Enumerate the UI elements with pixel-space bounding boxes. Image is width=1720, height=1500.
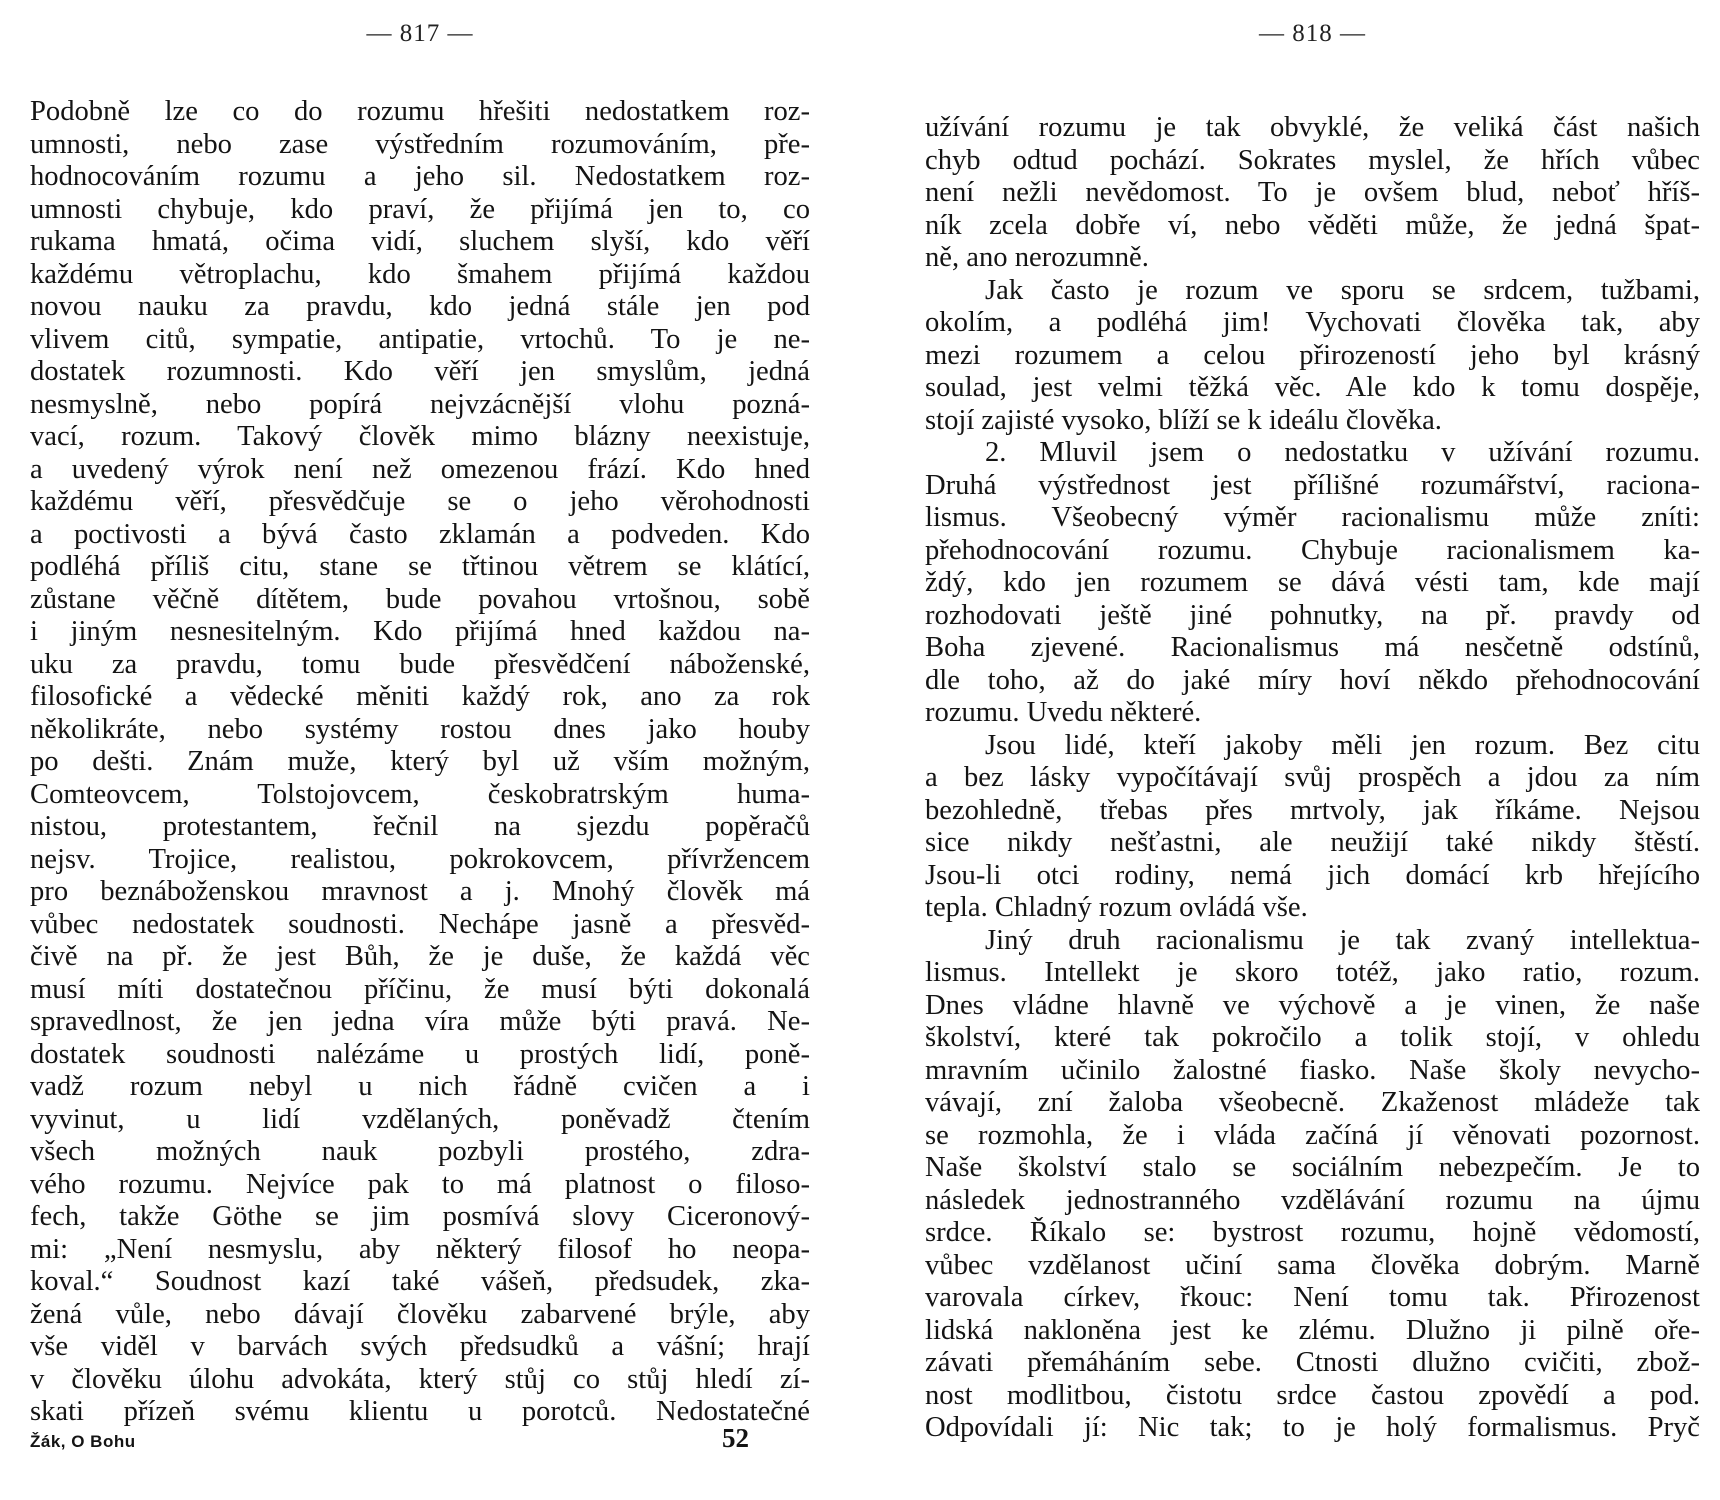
text-line: chyb odtud pochází. Sokrates myslel, že hřích vůbec	[925, 144, 1700, 176]
text-line: koval.“ Soudnost kazí také vášeň, předsudek, zka-	[30, 1266, 810, 1297]
text-line: Jsou-li otci rodiny, nemá jich domácí krb hřejícího	[925, 859, 1700, 891]
text-line: vyvinut, u lidí vzdělaných, poněvadž čtením	[30, 1103, 810, 1135]
text-line: dle toho, až do jaké míry hoví někdo přehodnocování	[925, 664, 1700, 696]
page-header-818: — 818 —	[1259, 20, 1366, 47]
text-line: fech, takže Göthe se jim posmívá slovy Ciceronový-	[30, 1201, 810, 1232]
text-line: dostatek rozumnosti. Kdo věří jen smyslům, jedná	[30, 356, 810, 387]
text-line: bezohledně, třebas přes mrtvoly, jak říkáme. Nejsou	[925, 794, 1700, 826]
text-line: soulad, jest velmi těžká věc. Ale kdo k tomu dospěje,	[925, 372, 1700, 403]
text-line: nost modlitbou, čistotu srdce častou zpovědí a pod.	[925, 1379, 1700, 1411]
footer-sheet-number: 52	[722, 1423, 749, 1453]
page-header-817: — 817 —	[366, 20, 474, 47]
text-line: skati přízeň svému klientu u porotců. Nedostatečné	[30, 1396, 810, 1427]
left-page	[30, 0, 810, 1500]
text-line: vací, rozum. Takový člověk mimo blázny neexistuje,	[30, 421, 810, 452]
right-page	[925, 0, 1700, 1500]
text-line: 2. Mluvil jsem o nedostatku v užívání rozumu.	[985, 437, 1700, 468]
text-line: novou nauku za pravdu, kdo jedná stále jen pod	[30, 291, 810, 322]
text-line: Druhá výstřednost jest přílišné rozumářství, raciona-	[925, 469, 1700, 501]
text-line: a uvedený výrok není než omezenou frází. Kdo hned	[30, 453, 810, 485]
text-line: nistou, protestantem, řečnil na sjezdu popěračů	[30, 811, 810, 842]
text-line: každému větroplachu, kdo šmahem přijímá každou	[30, 258, 810, 290]
text-line: rozumu. Uvedu některé.	[925, 697, 1202, 728]
text-line: Odpovídali jí: Nic tak; to je holý formalismus. Pryč	[925, 1412, 1700, 1443]
text-line: vůbec vzdělanost učiní sama člověka dobrým. Marně	[925, 1249, 1700, 1281]
text-line: Jiný druh racionalismu je tak zvaný intellektua-	[985, 924, 1700, 956]
text-line: ždý, kdo jen rozumem se dává vésti tam, kde mají	[925, 567, 1700, 598]
text-line: ník zcela dobře ví, nebo věděti může, že jedná špat-	[925, 209, 1700, 241]
text-line: několikráte, nebo systémy rostou dnes jako houby	[30, 713, 810, 745]
text-line: Jsou lidé, kteří jakoby měli jen rozum. Bez citu	[985, 729, 1700, 761]
text-line: vše viděl v barvách svých předsudků a vášní; hrají	[30, 1331, 810, 1362]
text-line: lismus. Intellekt je skoro totéž, jako ratio, rozum.	[925, 957, 1700, 988]
text-line: vého rozumu. Nejvíce pak to má platnost o filoso-	[30, 1168, 810, 1200]
text-line: není nežli nevědomost. To je ovšem blud, neboť hříš-	[925, 177, 1700, 208]
text-line: Podobně lze co do rozumu hřešiti nedostatkem roz-	[30, 96, 810, 127]
left-page-text	[30, 96, 810, 1429]
text-line: školství, které tak pokročilo a tolik stojí, v ohledu	[925, 1022, 1700, 1053]
text-line: tepla. Chladný rozum ovládá vše.	[925, 892, 1308, 923]
text-line: hodnocováním rozumu a jeho sil. Nedostatkem roz-	[30, 161, 810, 192]
text-line: okolím, a podléhá jim! Vychovati člověka tak, aby	[925, 307, 1700, 338]
text-line: nejsv. Trojice, realistou, pokrokovcem, přívržencem	[30, 843, 810, 875]
text-line: uku za pravdu, tomu bude přesvědčení náboženské,	[30, 648, 810, 680]
text-line: vůbec nedostatek soudnosti. Nechápe jasně a přesvěd-	[30, 908, 810, 940]
text-line: nesmyslně, nebo popírá nejvzácnější vlohu pozná-	[30, 388, 810, 420]
text-line: pro beznáboženskou mravnost a j. Mnohý člověk má	[30, 876, 810, 907]
text-line: umnosti, nebo zase výstředním rozumováním, pře-	[30, 128, 810, 160]
text-line: po dešti. Znám muže, který byl už vším možným,	[30, 746, 810, 777]
text-line: všech možných nauk pozbyli prostého, zdra-	[30, 1136, 810, 1167]
text-line: Jak často je rozum ve sporu se srdcem, tužbami,	[985, 274, 1700, 306]
text-line: umnosti chybuje, kdo praví, že přijímá jen to, co	[30, 193, 810, 225]
text-line: filosofické a vědecké měniti každý rok, ano za rok	[30, 681, 810, 712]
text-line: rozhodovati ještě jiné pohnutky, na př. pravdy od	[925, 599, 1700, 631]
text-line: užívání rozumu je tak obvyklé, že veliká část našich	[925, 112, 1700, 143]
text-line: srdce. Říkalo se: bystrost rozumu, hojně vědomostí,	[925, 1217, 1700, 1248]
text-line: stojí zajisté vysoko, blíží se k ideálu člověka.	[925, 404, 1442, 436]
text-line: ně, ano nerozumně.	[925, 242, 1149, 273]
text-line: zůstane věčně dítětem, bude povahou vrtošnou, sobě	[30, 583, 810, 615]
text-line: Naše školství stalo se sociálním nebezpečím. Je to	[925, 1152, 1700, 1183]
text-line: dostatek soudnosti nalézáme u prostých lidí, poně-	[30, 1038, 810, 1070]
text-line: varovala církev, řkouc: Není tomu tak. Přirozenost	[925, 1282, 1700, 1313]
text-line: i jiným nesnesitelným. Kdo přijímá hned každou na-	[30, 616, 810, 647]
text-line: přehodnocování rozumu. Chybuje racionalismem ka-	[925, 534, 1700, 566]
text-line: vávají, zní žaloba všeobecně. Zkaženost mládeže tak	[925, 1087, 1700, 1118]
text-line: následek jednostranného vzdělávání rozumu na újmu	[925, 1184, 1700, 1216]
text-line: každému věří, přesvědčuje se o jeho věrohodnosti	[30, 486, 810, 517]
text-line: podléhá příliš citu, stane se třtinou větrem se klátící,	[30, 551, 810, 582]
text-line: lismus. Všeobecný výměr racionalismu může zníti:	[925, 502, 1700, 533]
text-line: sice nikdy nešťastni, ale neužijí také nikdy štěstí.	[925, 827, 1700, 858]
text-line: čivě na př. že jest Bůh, že je duše, že každá věc	[30, 941, 810, 972]
text-line: a bez lásky vypočítávají svůj prospěch a jdou za ním	[925, 762, 1700, 793]
text-line: mezi rozumem a celou přirozeností jeho byl krásný	[925, 339, 1700, 371]
text-line: vadž rozum nebyl u nich řádně cvičen a i	[30, 1071, 810, 1102]
text-line: Boha zjevené. Racionalismus má nesčetně odstínů,	[925, 632, 1700, 663]
text-line: spravedlnost, že jen jedna víra může býti pravá. Ne-	[30, 1006, 810, 1037]
text-line: lidská nakloněna jest ke zlému. Dlužno ji pilně oře-	[925, 1314, 1700, 1346]
text-line: rukama hmatá, očima vidí, sluchem slyší, kdo věří	[30, 226, 810, 257]
text-line: v člověku úlohu advokáta, který stůj co stůj hledí zí-	[30, 1363, 810, 1395]
text-line: se rozmohla, že i vláda začíná jí věnovati pozornost.	[925, 1119, 1700, 1151]
text-line: mravním učinilo žalostné fiasko. Naše školy nevycho-	[925, 1054, 1700, 1086]
text-line: vlivem citů, sympatie, antipatie, vrtochů. To je ne-	[30, 323, 810, 355]
text-line: musí míti dostatečnou příčinu, že musí býti dokonalá	[30, 973, 810, 1005]
text-line: mi: „Není nesmyslu, aby některý filosof ho neopa-	[30, 1233, 810, 1265]
text-line: závati přemáháním sebe. Ctnosti dlužno cvičiti, zbož-	[925, 1347, 1700, 1378]
text-line: Dnes vládne hlavně ve výchově a je vinen, že naše	[925, 989, 1700, 1021]
text-line: Comteovcem, Tolstojovcem, českobratrským huma-	[30, 778, 810, 810]
text-line: a poctivosti a bývá často zklamán a podveden. Kdo	[30, 518, 810, 550]
text-line: žená vůle, nebo dávají člověku zabarvené brýle, aby	[30, 1298, 810, 1330]
footer-signature: Žák, O Bohu	[30, 1432, 136, 1451]
right-page-text	[925, 112, 1700, 1445]
